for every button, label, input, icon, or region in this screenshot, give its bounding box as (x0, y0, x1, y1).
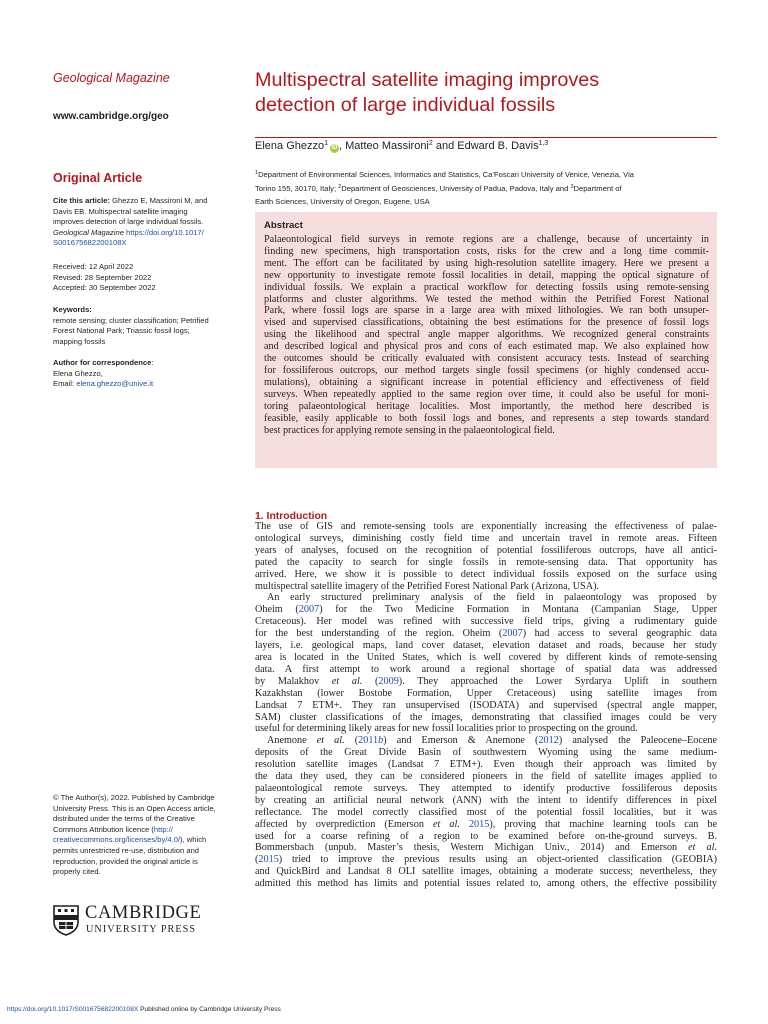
paragraph-3: Anemone et al. (2011b) and Emerson & Anemone (2012) analysed the Paleocene–Eocene deposits of the Great Divide Basin of southwestern Wyoming using the same medium- resolution satellite images (Landsat 7 ETM+). Even though their approach was limited by the data they used, they can be considered pioneers in the field of satellite images applied to palaeontological remote surveys. They attempted to identify productive fossiliferous deposits by creating an artificial neural network (ANN) with the intent to identify differences in pixel reflectance. The model correctly classified most of the potential fossil localities, but it was affected by overprediction (Emerson et al. 2015), proving that machine learning tools can be used for a coarse refining of a region to be examined before on-the-ground surveys. B. Bommersbach (unpub. Master’s thesis, Western Michigan Univ., 2014) and Emerson et al. (2015) tried to improve the previous results using an object-oriented classification (GEOBIA) and QuickBird and Landsat 8 OLI satellite images, obtaining a moderate success; nevertheless, they admitted this method has limits and potential issues related to, among others, the effective possibility (255, 735, 717, 890)
correspondence-email-line: Email: elena.ghezzo@unive.it (53, 379, 154, 389)
citation-block (53, 196, 243, 249)
reference-link[interactable]: 2015 (468, 818, 490, 830)
text-line: mulations), obtaining a significant increase in potential efficiency and effectiveness of field (264, 376, 709, 388)
keywords-block (53, 305, 243, 347)
paragraph-2: An early structured preliminary analysis of the field in palaeontology was proposed by Oheim (2007) for the Two Medicine Formation in Montana (Campanian Stage, Upper Cretaceous). Her model was refined with successive field trips, giving a rudimentary guide for the best understanding of the region. Oheim (2007) had access to several geographic data layers, i.e. geological maps, land cover dataset, elevation dataset and roads, because her study area is located in the United States, which is well covered by different kinds of remote-sensing data. A first attempt to work around a regional shortage of spatial data was addressed by Malakhov et al. (2009). They approached the Lower Syrdarya Uplift in southern Kazakhstan (lower Bostobe Formation, Upper Cretaceous) using satellite images from Landsat 7 ETM+. They ran unsupervised (ISODATA) and supervised (spectral angle mapper, SAM) cluster classifications of the images, demonstrating that classified images could be very useful for determining likely areas for new fossil localities prior to prospecting on the ground. (255, 592, 717, 735)
title-divider (255, 137, 717, 138)
abstract-heading: Abstract (264, 220, 303, 231)
logo-word-cambridge: CAMBRIDGE (85, 903, 202, 923)
cambridge-shield-icon (53, 905, 79, 936)
licence-link-continued[interactable]: creativecommons.org/licenses/by/4.0/ (53, 835, 181, 845)
citation-line-1: Cite this article: Ghezzo E, Massironi M, and (53, 196, 208, 205)
article-title (255, 68, 717, 118)
reference-link[interactable]: 2012 (538, 735, 559, 747)
text-line: platforms and cluster algorithms. We tested the method within the Petrified Forest National (264, 293, 709, 305)
text-line: using the likelihood and spectral angle mapper algorithms. We recognized general constraints (264, 329, 709, 341)
date-revised: Revised: 28 September 2022 (53, 272, 152, 282)
correspondence-name: Elena Ghezzo, (53, 368, 103, 378)
text-line: ontological surveys, diminishing costly field time and uncertain travel in remote areas. Fifteen (255, 532, 717, 544)
text-line: and described logical and physical pros and cons of each estimated map. We also explained how (264, 341, 709, 353)
text-line: Palaeontological field surveys in remote regions are a challenge, because of uncertainty in (264, 234, 709, 245)
licence-link[interactable]: http:// (153, 824, 173, 834)
citation-line-2: Davis EB. Multispectral satellite imaging (53, 206, 188, 216)
affiliations: $^1$Department of Environmental Sciences, Informatics and Statistics, Ca’Foscari University of Venice, Venezia, Via Torino 155, 30170, Italy; $^2$Department of Geosciences, University of Padua, Padova, Italy and $^3$Department of Earth Sciences, University of Oregon, Eugene, USA (255, 170, 634, 206)
text-line: vised and supervised classifications, obtaining the best estimations for the presence of fossil logs (264, 317, 709, 329)
author-list: Elena Ghezzo$^1$iD , Matteo Massironi$^2$ and Edward B. Davis$^{1,3}$ (255, 140, 549, 152)
author-2: , Matteo Massironi (339, 140, 429, 152)
citation-doi-link[interactable]: https://doi.org/10.1017/ (126, 227, 204, 237)
text-line: The use of GIS and remote-sensing tools are exponentially increasing the effectiveness of palae- (255, 521, 717, 532)
text-line: multispectral satellite imagery of the Petrified Forest National Park (Arizona, USA). (255, 580, 600, 592)
abstract-box (255, 212, 717, 468)
keywords-line-2: Forest National Park; Triassic fossil logs; (53, 326, 190, 336)
licence-block: © The Author(s), 2022. Published by Cambridge University Press. This is an Open Access article, distributed under the terms of the Creative Commons Attribution licence (http:// creativecommons.org/licenses/by/4.0/), which permits unrestricted re-use, distribution and reproduction, provided the original article is properly cited. (53, 793, 216, 877)
correspondence-label: Author for correspondence (53, 358, 152, 367)
keywords-line-1: remote sensing; cluster classification; Petrified (53, 315, 209, 325)
text-line: toring palaeontological heritage localities. Most importantly, the method here described is (264, 400, 709, 412)
introduction-text (255, 521, 717, 890)
author-1: Elena Ghezzo (255, 140, 325, 152)
article-dates (53, 262, 243, 294)
journal-website-link[interactable]: www.cambridge.org/geo (53, 111, 169, 122)
text-line: new opportunity to investigate remote fossil localities in detail, mapping the optical signature of (264, 269, 709, 281)
correspondence-block (53, 358, 243, 390)
citation-doi-link-continued[interactable]: S001675682200108X (53, 238, 127, 248)
reference-link[interactable]: 2011b (358, 735, 384, 747)
orcid-icon[interactable]: iD (331, 145, 338, 151)
citation-line-3: improves detection of large individual fossils. (53, 217, 204, 227)
reference-link[interactable]: 2015 (258, 854, 279, 866)
text-line: ment. The effort can be facilitated by using high-resolution satellite imagery. Here we present a (264, 257, 709, 269)
author-3: and Edward B. Davis (432, 140, 539, 152)
text-line: surveys. When repeatedly applied to the same region over time, it could also be useful for moni- (264, 388, 709, 400)
correspondence-label-line: Author for correspondence: (53, 358, 154, 367)
date-received: Received: 12 April 2022 (53, 262, 134, 271)
keywords-label: Keywords: (53, 305, 92, 314)
journal-name: Geological Magazine (53, 71, 170, 85)
text-line: years of analyses, focused on the recognition of potential fossiliferous outcrops, have all antici- (255, 544, 717, 556)
text-line: feasible, easily applicable to both fossil logs and bones, and represents a step towards standard (264, 412, 709, 424)
citation-line-4 (53, 228, 243, 239)
date-accepted: Accepted: 30 September 2022 (53, 283, 156, 293)
keywords-line-3: mapping fossils (53, 336, 106, 346)
footer-text: Published online by Cambridge University Press (138, 1006, 281, 1013)
correspondence-email-link[interactable]: elena.ghezzo@unive.it (76, 379, 154, 389)
text-line: individual fossils. We explain a practical workflow for detecting fossils using remote-sensing (264, 281, 709, 293)
text-line: for fossiliferous outcrops, our method targets single fossil specimens (or highly condensed accu- (264, 364, 709, 376)
text-line: the outcomes should be critically evaluated with consistent accuracy tests. Instead of searching (264, 353, 709, 365)
text-line: Park, where fossil logs are sparse in a large area with mixed lithologies. We ran both unsuper- (264, 305, 709, 317)
text-line: best practices for applying remote sensing in the palaeontological field. (264, 424, 555, 436)
title-line-2: detection of large individual fossils (255, 94, 556, 116)
abstract-text (264, 234, 709, 436)
section-heading-introduction: 1. Introduction (255, 510, 328, 522)
cambridge-university-press-logo (53, 903, 213, 939)
reference-link[interactable]: 2009 (378, 675, 399, 687)
text-line: arrived. Here, we show it is possible to detect individual fossils exposed on the surface using (255, 568, 717, 580)
logo-word-university-press: UNIVERSITY PRESS (86, 924, 197, 935)
paragraph-1 (255, 521, 717, 592)
text-line: pated the capacity to search for single fossils in remote-sensing data. That opportunity has (255, 556, 717, 568)
text-line: finding new specimens, high transportation costs, risks for the crew and a long time commit- (264, 245, 709, 257)
article-type-heading: Original Article (53, 171, 143, 185)
reference-link[interactable]: 2007 (298, 604, 320, 616)
reference-link[interactable]: 2007 (502, 628, 523, 640)
citation-journal: Geological Magazine (53, 227, 124, 237)
page-footer (7, 1006, 281, 1013)
citation-label: Cite this article: (53, 196, 110, 205)
footer-doi-link[interactable]: https://doi.org/10.1017/S001675682200108X (7, 1006, 139, 1013)
title-line-1: Multispectral satellite imaging improves (255, 69, 600, 91)
